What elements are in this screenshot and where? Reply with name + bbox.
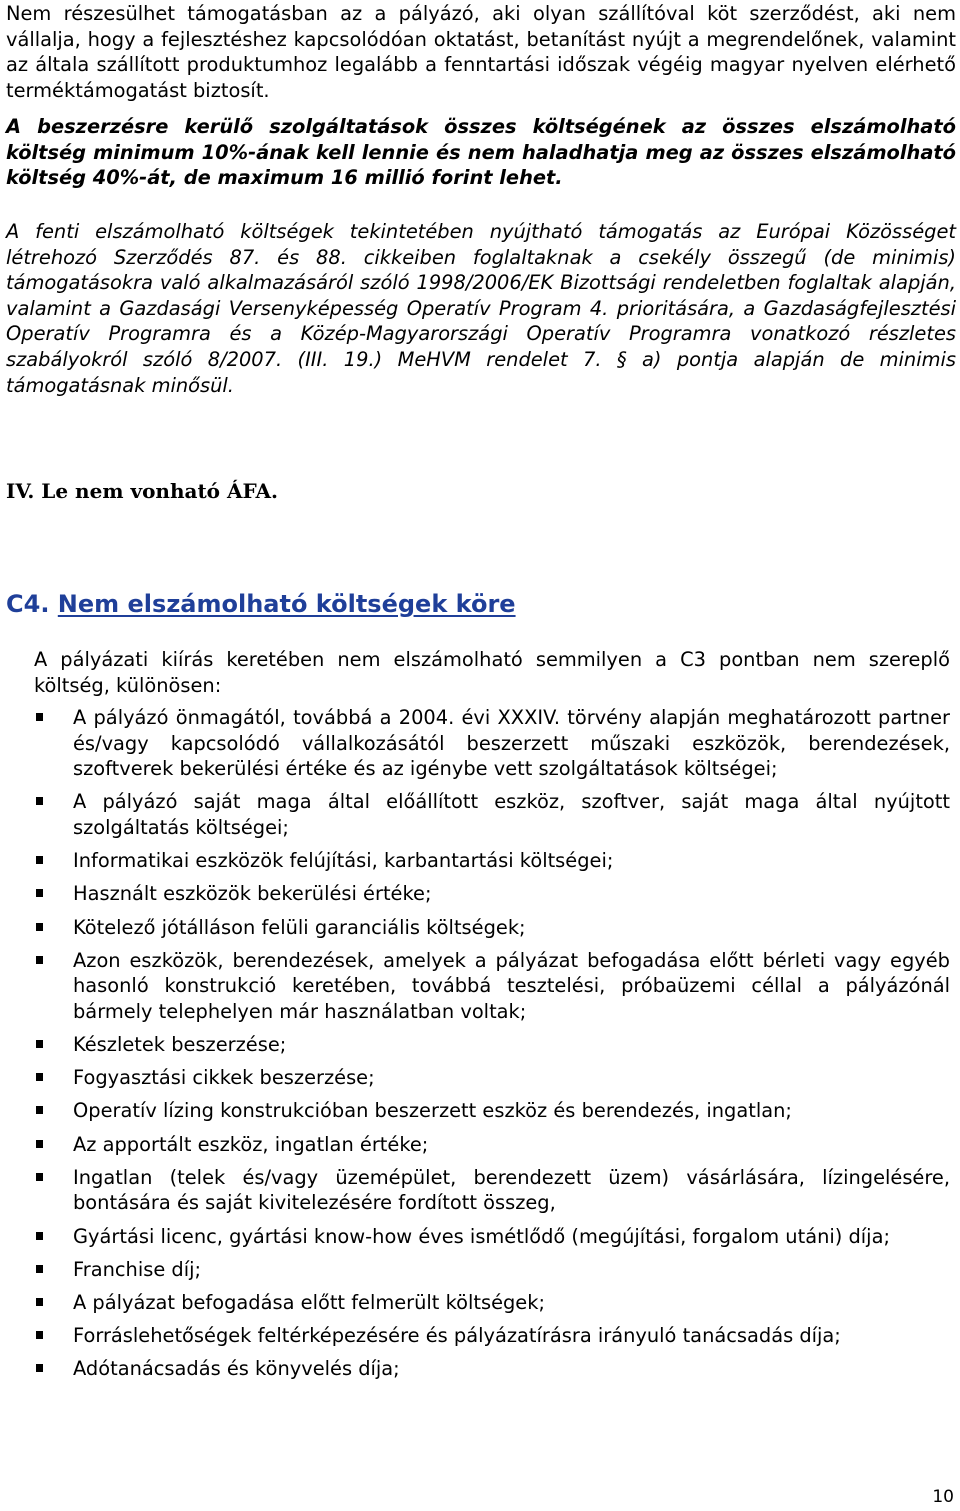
list-item	[34, 1257, 950, 1283]
square-bullet-icon	[36, 713, 43, 721]
non-eligible-costs-list	[34, 705, 950, 1390]
list-item	[34, 848, 950, 874]
square-bullet-icon	[36, 1106, 43, 1114]
square-bullet-icon	[36, 797, 43, 805]
section-iv-heading: IV. Le nem vonható ÁFA.	[6, 479, 279, 503]
list-item	[34, 948, 950, 1025]
list-item-text: Gyártási licenc, gyártási know-how éves ismétlődő (megújítási, forgalom utáni) díja;	[73, 1224, 890, 1248]
list-item-text: Informatikai eszközök felújítási, karbantartási költségei;	[73, 849, 614, 873]
list-item	[34, 915, 950, 941]
list-item	[34, 1032, 950, 1058]
list-item	[34, 1224, 950, 1250]
square-bullet-icon	[36, 1331, 43, 1339]
list-item-text: Kötelező jótálláson felüli garanciális költségek;	[73, 915, 526, 939]
list-item	[34, 881, 950, 907]
list-item-text: Franchise díj;	[73, 1257, 202, 1281]
square-bullet-icon	[36, 856, 43, 864]
square-bullet-icon	[36, 889, 43, 897]
square-bullet-icon	[36, 1040, 43, 1048]
square-bullet-icon	[36, 1140, 43, 1148]
list-item	[34, 1165, 950, 1216]
list-item-text: Operatív lízing konstrukcióban beszerzett eszköz és berendezés, ingatlan;	[73, 1099, 792, 1123]
section-c4-heading	[6, 590, 516, 618]
list-item-text: A pályázó saját maga által előállított eszköz, szoftver, saját maga által nyújtott szolgáltatás költségei;	[73, 790, 950, 839]
square-bullet-icon	[36, 1364, 43, 1372]
list-item-text: Készletek beszerzése;	[73, 1033, 287, 1057]
square-bullet-icon	[36, 1073, 43, 1081]
section-c4-number: C4.	[6, 590, 50, 618]
list-item-text: A pályázat befogadása előtt felmerült költségek;	[73, 1291, 546, 1314]
list-item-text: A pályázó önmagától, továbbá a 2004. évi XXXIV. törvény alapján meghatározott partner és/vagy kapcsolódó vállalkozásától beszerzett műszaki eszközök, berendezések, szoftverek bekerülési értéke és az igénybe vett szolgáltatások költségei;	[73, 706, 950, 781]
page-number: 10	[932, 1487, 954, 1507]
square-bullet-icon	[36, 923, 43, 931]
intro-paragraph: Nem részesülhet támogatásban az a pályázó, aki olyan szállítóval köt szerződést, aki nem vállalja, hogy a fejlesztéshez kapcsolódóan oktatást, betanítást nyújt a megrendelőnek, valamint az általa szállított produktumhoz legalább a fenntartási időszak végéig magyar nyelven elérhető terméktámogatást biztosít.	[6, 2, 956, 102]
square-bullet-icon	[36, 1265, 43, 1273]
emphasis-paragraph: A beszerzésre kerülő szolgáltatások összes költségének az összes elszámolható költség minimum 10%-ának kell lennie és nem haladhatja meg az összes elszámolható költség 40%-át, de maximum 16 millió forint lehet.	[6, 115, 956, 190]
square-bullet-icon	[36, 1298, 43, 1306]
list-item-text: Az apportált eszköz, ingatlan értéke;	[73, 1132, 429, 1156]
square-bullet-icon	[36, 956, 43, 964]
list-item	[34, 1065, 950, 1091]
list-item-text: Fogyasztási cikkek beszerzése;	[73, 1066, 375, 1090]
list-item	[34, 1290, 950, 1316]
list-item	[34, 1132, 950, 1158]
list-item-text: Azon eszközök, berendezések, amelyek a pályázat befogadása előtt bérleti vagy egyéb hasonló konstrukció keretében, továbbá tesztelési, próbaüzemi céllal a pályázónál bármely telephelyen már használatban voltak;	[73, 948, 950, 1023]
square-bullet-icon	[36, 1173, 43, 1181]
list-item	[34, 789, 950, 840]
list-item-text: Használt eszközök bekerülési értéke;	[73, 882, 432, 906]
c4-intro-paragraph: A pályázati kiírás keretében nem elszámolható semmilyen a C3 pontban nem szereplő költség, különösen:	[34, 648, 950, 697]
list-item-text: Ingatlan (telek és/vagy üzemépület, berendezett üzem) vásárlására, lízingelésére, bontására és saját kivitelezésére fordított összeg,	[73, 1165, 950, 1215]
list-item-text: Forráslehetőségek feltérképezésére és pályázatírásra irányuló tanácsadás díja;	[73, 1324, 841, 1348]
list-item	[34, 705, 950, 782]
list-item	[34, 1098, 950, 1124]
square-bullet-icon	[36, 1232, 43, 1240]
deminimis-paragraph: A fenti elszámolható költségek tekintetében nyújtható támogatás az Európai Közösséget létrehozó Szerződés 87. és 88. cikkeiben foglaltaknak a csekély összegű (de minimis) támogatásokra való alkalmazásáról szóló 1998/2006/EK Bizottsági rendeletben foglaltak alapján, valamint a Gazdasági Versenyképesség Operatív Program 4. prioritására, a Gazdaságfejlesztési Operatív Programra és a Közép-Magyarországi Operatív Programra vonatkozó részletes szabályokról szóló 8/2007. (III. 19.) MeHVM rendelet 7. § a) pontja alapján de minimis támogatásnak minősül.	[6, 220, 956, 397]
section-c4-title: Nem elszámolható költségek köre	[57, 590, 516, 618]
list-item	[34, 1356, 950, 1382]
list-item-text: Adótanácsadás és könyvelés díja;	[73, 1357, 400, 1381]
list-item	[34, 1323, 950, 1349]
